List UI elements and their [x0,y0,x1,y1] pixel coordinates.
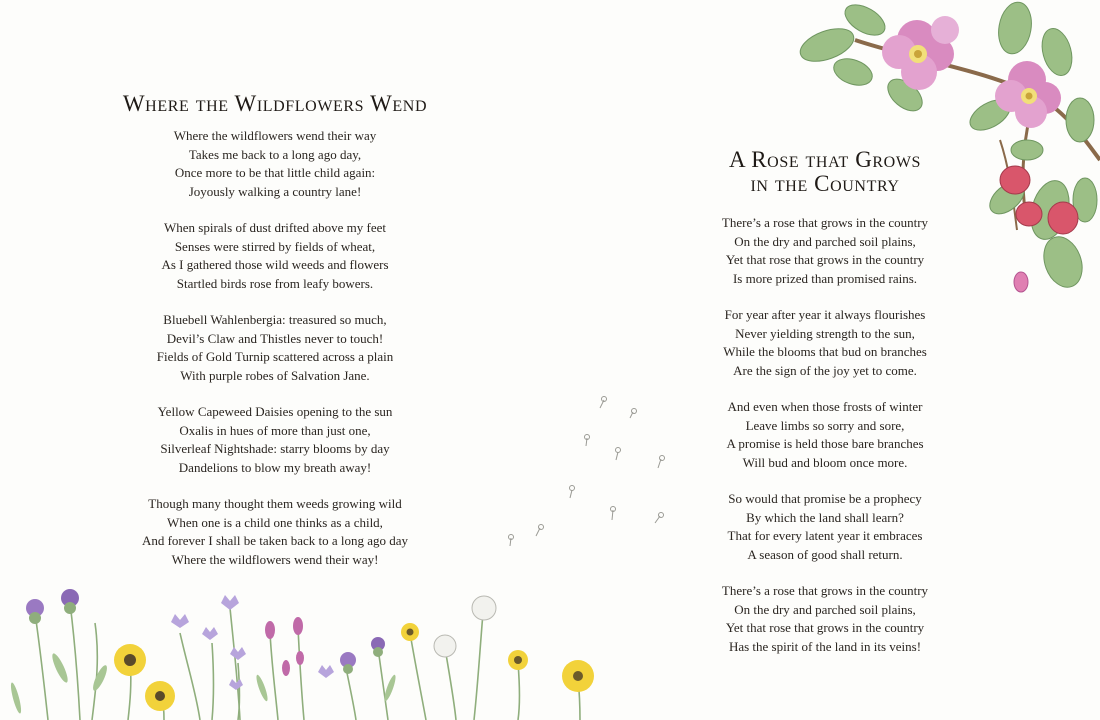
dandelion-seed-icon [536,525,544,537]
poem-line: Yet that rose that grows in the country [725,252,925,267]
dandelion-seed-icon [658,456,665,469]
right-stanza-5 [690,582,960,656]
thistle-icon [26,599,44,624]
right-stanza-3 [690,398,960,472]
poem-line: Never yielding strength to the sun, [735,325,915,341]
thistle-icon [340,652,356,674]
poem-line: Leave limbs so sorry and sore, [745,417,905,433]
capeweed-daisy-icon [508,650,528,670]
dandelion-clock-icon [472,596,496,620]
poem-line: There’s a rose that grows in the country [721,583,929,598]
poem-line: So would that promise be a prophecy [728,491,922,506]
left-stanza-3 [95,311,455,385]
dandelion-seed-icon [509,535,514,547]
poem-line: Where the wildflowers wend their way [173,128,377,143]
left-stanza-4 [95,403,455,477]
bluebell-icon [171,614,189,628]
poem-line: Devil’s Claw and Thistles never to touch! [166,330,384,346]
dandelion-seed-icon [585,435,590,447]
bluebell-icon [229,679,243,690]
right-poem [690,148,960,674]
dandelion-clocks [434,596,496,657]
dandelion-seed-icon [570,486,575,499]
poem-line: Oxalis in hues of more than just one, [179,422,371,438]
left-stanza-1 [95,127,455,201]
right-poem-title [690,148,960,196]
poem-line: Takes me back to a long ago day, [188,146,362,162]
capeweed-daisy-icon [562,660,594,692]
dandelion-seed-icon [630,409,637,419]
right-poem-title-line-1: A Rose that Grows [728,147,922,172]
dandelion-seeds-illustration [500,388,680,553]
right-poem-title-line-2: in the Country [750,171,900,196]
poem-line: That for every latent year it embraces [727,528,923,543]
poem-line: While the blooms that bud on branches [723,344,927,359]
bluebell-flowers [171,595,334,690]
poem-line: Startled birds rose from leafy bowers. [176,275,374,291]
right-stanza-2 [690,306,960,380]
thistle-icon [61,589,79,614]
poem-line: With purple robes of Salvation Jane. [180,367,370,383]
thistle-flowers [26,589,385,674]
dandelion-seed-icon [616,448,621,461]
capeweed-daisy-icon [145,681,175,711]
dandelion-clock-icon [434,635,456,657]
bluebell-icon [202,627,218,640]
dandelion-seed-icon [611,507,616,521]
poem-line: As I gathered those wild weeds and flowers [161,257,389,272]
capeweed-daisy-icon [114,644,146,676]
yellow-daisies [114,623,594,711]
left-stanza-5 [95,495,455,569]
poem-line: A promise is held those bare branches [726,436,924,451]
wildflower-stems [35,603,580,720]
dandelion-seed-icon [655,513,664,524]
poem-line: A season of good shall return. [747,546,903,562]
poem-line: Has the spirit of the land in its veins! [728,638,922,654]
wild-rose-flower-2 [995,61,1061,128]
capeweed-daisy-icon [401,623,419,641]
dandelion-seed-icon [600,397,607,409]
left-poem [95,92,455,587]
poem-line: By which the land shall learn? [746,509,904,525]
bluebell-icon [221,595,239,610]
poem-line: On the dry and parched soil plains, [734,233,916,249]
poem-line: Joyously walking a country lane! [188,183,362,199]
thistle-icon [371,637,385,657]
poem-line: Are the sign of the joy yet to come. [733,362,917,378]
pink-bud-flowers [265,617,304,676]
poem-line: Though many thought them weeds growing wild [148,496,402,511]
wildflower-leaves [9,652,398,714]
poem-line: Senses were stirred by fields of wheat, [174,238,376,254]
poem-line: On the dry and parched soil plains, [734,601,916,617]
bluebell-icon [318,665,334,678]
poem-line: Silverleaf Nightshade: starry blooms by day [160,441,390,456]
poem-line: Yellow Capeweed Daisies opening to the sun [157,404,393,419]
wildflower-border-illustration [0,588,610,720]
poem-line: There’s a rose that grows in the country [721,215,929,230]
poem-line: Where the wildflowers wend their way! [171,551,379,567]
left-poem-title: Where the Wildflowers Wend [122,91,428,116]
poem-line: Once more to be that little child again: [174,165,376,180]
poem-line: When spirals of dust drifted above my feet [163,220,386,235]
poem-line: When one is a child one thinks as a child, [167,514,383,530]
right-stanza-4 [690,490,960,564]
poem-line: And forever I shall be taken back to a long ago day [141,533,409,548]
left-stanza-2 [95,219,455,293]
poem-line: Bluebell Wahlenbergia: treasured so much, [163,312,387,327]
poem-line: Dandelions to blow my breath away! [178,459,372,475]
poem-line: Yet that rose that grows in the country [725,620,925,635]
bluebell-icon [230,647,246,660]
poem-line: Fields of Gold Turnip scattered across a plain [156,349,394,364]
poem-line: Is more prized than promised rains. [732,270,918,286]
wild-rose-flower-1 [882,16,959,90]
rose-hips [1000,166,1078,292]
right-stanza-1 [690,214,960,288]
poem-line: For year after year it always flourishes [724,307,926,322]
poem-line: And even when those frosts of winter [727,399,923,414]
poem-line: Will bud and bloom once more. [742,454,908,470]
